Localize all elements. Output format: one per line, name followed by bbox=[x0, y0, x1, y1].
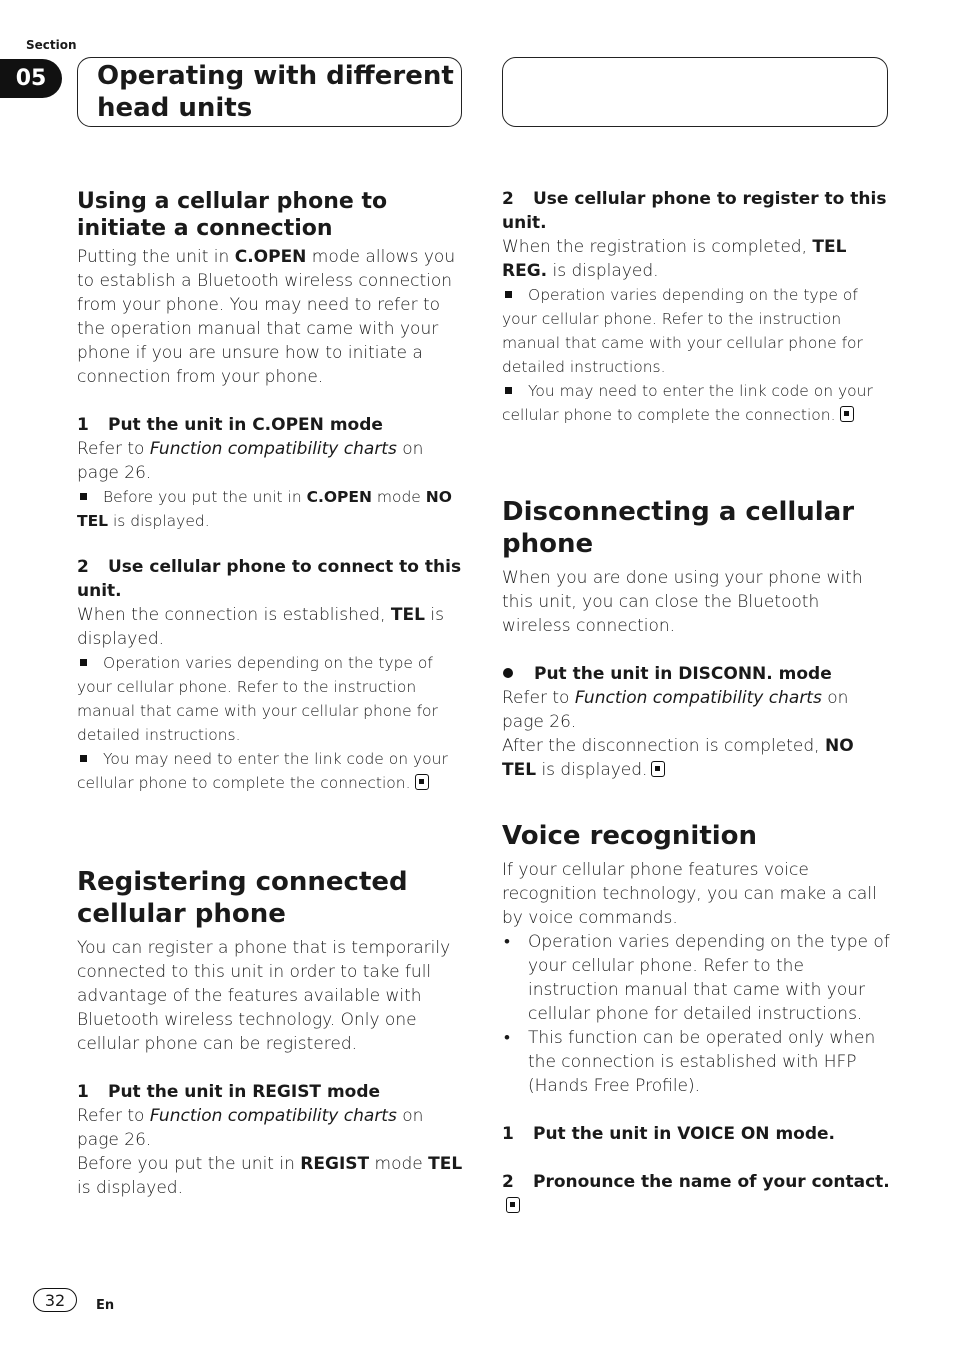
step-dot-icon bbox=[503, 668, 513, 678]
section-label: Section bbox=[26, 38, 77, 52]
register-step1-text: Before you put the unit in REGIST mode TEL is displayed. bbox=[77, 1154, 463, 1198]
initiate-heading bbox=[77, 188, 465, 242]
voice-step2: 2 Pronounce the name of your contact. bbox=[502, 1170, 890, 1218]
voice-bullet: • This function can be operated only when the connection is established with HFP (Hands Free Profile). bbox=[502, 1026, 890, 1098]
register-note1: Operation varies depending on the type of your cellular phone. Refer to the instruction manual that came with your cellular phone for detailed instructions. bbox=[502, 286, 863, 376]
language-code: En bbox=[96, 1298, 115, 1313]
initiate-intro: Putting the unit in C.OPEN mode allows you to establish a Bluetooth wireless connection from your phone. You may need to refer to the operation manual that came with your phone if you are unsure how to initiate a connection from your phone. bbox=[77, 247, 456, 387]
initiate-section bbox=[77, 188, 465, 795]
register-section bbox=[77, 866, 465, 1200]
register-step1: 1 Put the unit in REGIST mode bbox=[77, 1082, 381, 1102]
register-continued-section bbox=[502, 187, 890, 427]
voice-bullet: • Operation varies depending on the type of your cellular phone. Refer to the instruction manual that came with your cellular phone for detailed instructions. bbox=[502, 930, 890, 1026]
initiate-step2: 2 Use cellular phone to connect to this unit. bbox=[77, 557, 462, 601]
square-bullet-icon bbox=[80, 659, 87, 666]
end-mark-icon bbox=[651, 761, 665, 777]
page-title-line1: Operating with different bbox=[97, 61, 454, 91]
page-title-line2: head units bbox=[97, 93, 253, 123]
register-note2: You may need to enter the link code on your cellular phone to complete the connection. bbox=[502, 382, 873, 424]
disconnect-ref: Refer to Function compatibility charts on page 26. bbox=[502, 688, 849, 732]
register-intro: You can register a phone that is temporarily connected to this unit in order to take full advantage of the features available with Bluetooth wireless technology. Only one cellular phone can be registered. bbox=[77, 938, 451, 1054]
disconnect-section bbox=[502, 496, 890, 782]
register-heading-line2: cellular phone bbox=[77, 899, 286, 929]
voice-step1: 1 Put the unit in VOICE ON mode. bbox=[502, 1124, 835, 1144]
register-step2-text: When the registration is completed, TEL REG. is displayed. bbox=[502, 237, 847, 281]
register-heading-line1: Registering connected bbox=[77, 867, 408, 897]
square-bullet-icon bbox=[80, 493, 87, 500]
square-bullet-icon bbox=[80, 755, 87, 762]
voice-heading: Voice recognition bbox=[502, 821, 758, 851]
voice-intro: If your cellular phone features voice recognition technology, you can make a call by voice commands. bbox=[502, 860, 877, 928]
initiate-note1: Operation varies depending on the type of your cellular phone. Refer to the instruction manual that came with your cellular phone for detailed instructions. bbox=[77, 654, 438, 744]
page-number: 32 bbox=[33, 1288, 77, 1312]
disconnect-step: Put the unit in DISCONN. mode bbox=[502, 662, 890, 686]
register-step2: 2 Use cellular phone to register to this unit. bbox=[502, 189, 887, 233]
end-mark-icon bbox=[506, 1197, 520, 1213]
page-title bbox=[97, 60, 454, 124]
initiate-note2: You may need to enter the link code on your cellular phone to complete the connection. bbox=[77, 750, 448, 792]
register-step1-ref: Refer to Function compatibility charts on page 26. bbox=[77, 1106, 424, 1150]
register-heading bbox=[77, 866, 465, 930]
section-number-badge: 05 bbox=[0, 59, 62, 98]
square-bullet-icon bbox=[505, 291, 512, 298]
voice-section bbox=[502, 820, 890, 1218]
initiate-heading-line2: initiate a connection bbox=[77, 216, 333, 241]
square-bullet-icon bbox=[505, 387, 512, 394]
initiate-step2-text: When the connection is established, TEL is displayed. bbox=[77, 605, 444, 649]
end-mark-icon bbox=[415, 774, 429, 790]
initiate-step1-ref: Refer to Function compatibility charts on page 26. bbox=[77, 439, 424, 483]
initiate-step1: 1 Put the unit in C.OPEN mode bbox=[77, 415, 383, 435]
initiate-heading-line1: Using a cellular phone to bbox=[77, 189, 388, 214]
blank-header-frame bbox=[502, 57, 888, 127]
end-mark-icon bbox=[840, 406, 854, 422]
disconnect-after: After the disconnection is completed, NO TEL is displayed. bbox=[502, 736, 854, 780]
initiate-step1-note: Before you put the unit in C.OPEN mode NO TEL is displayed. bbox=[77, 488, 452, 530]
disconnect-intro: When you are done using your phone with this unit, you can close the Bluetooth wireless connection. bbox=[502, 568, 863, 636]
disconnect-heading: Disconnecting a cellular phone bbox=[502, 497, 855, 559]
